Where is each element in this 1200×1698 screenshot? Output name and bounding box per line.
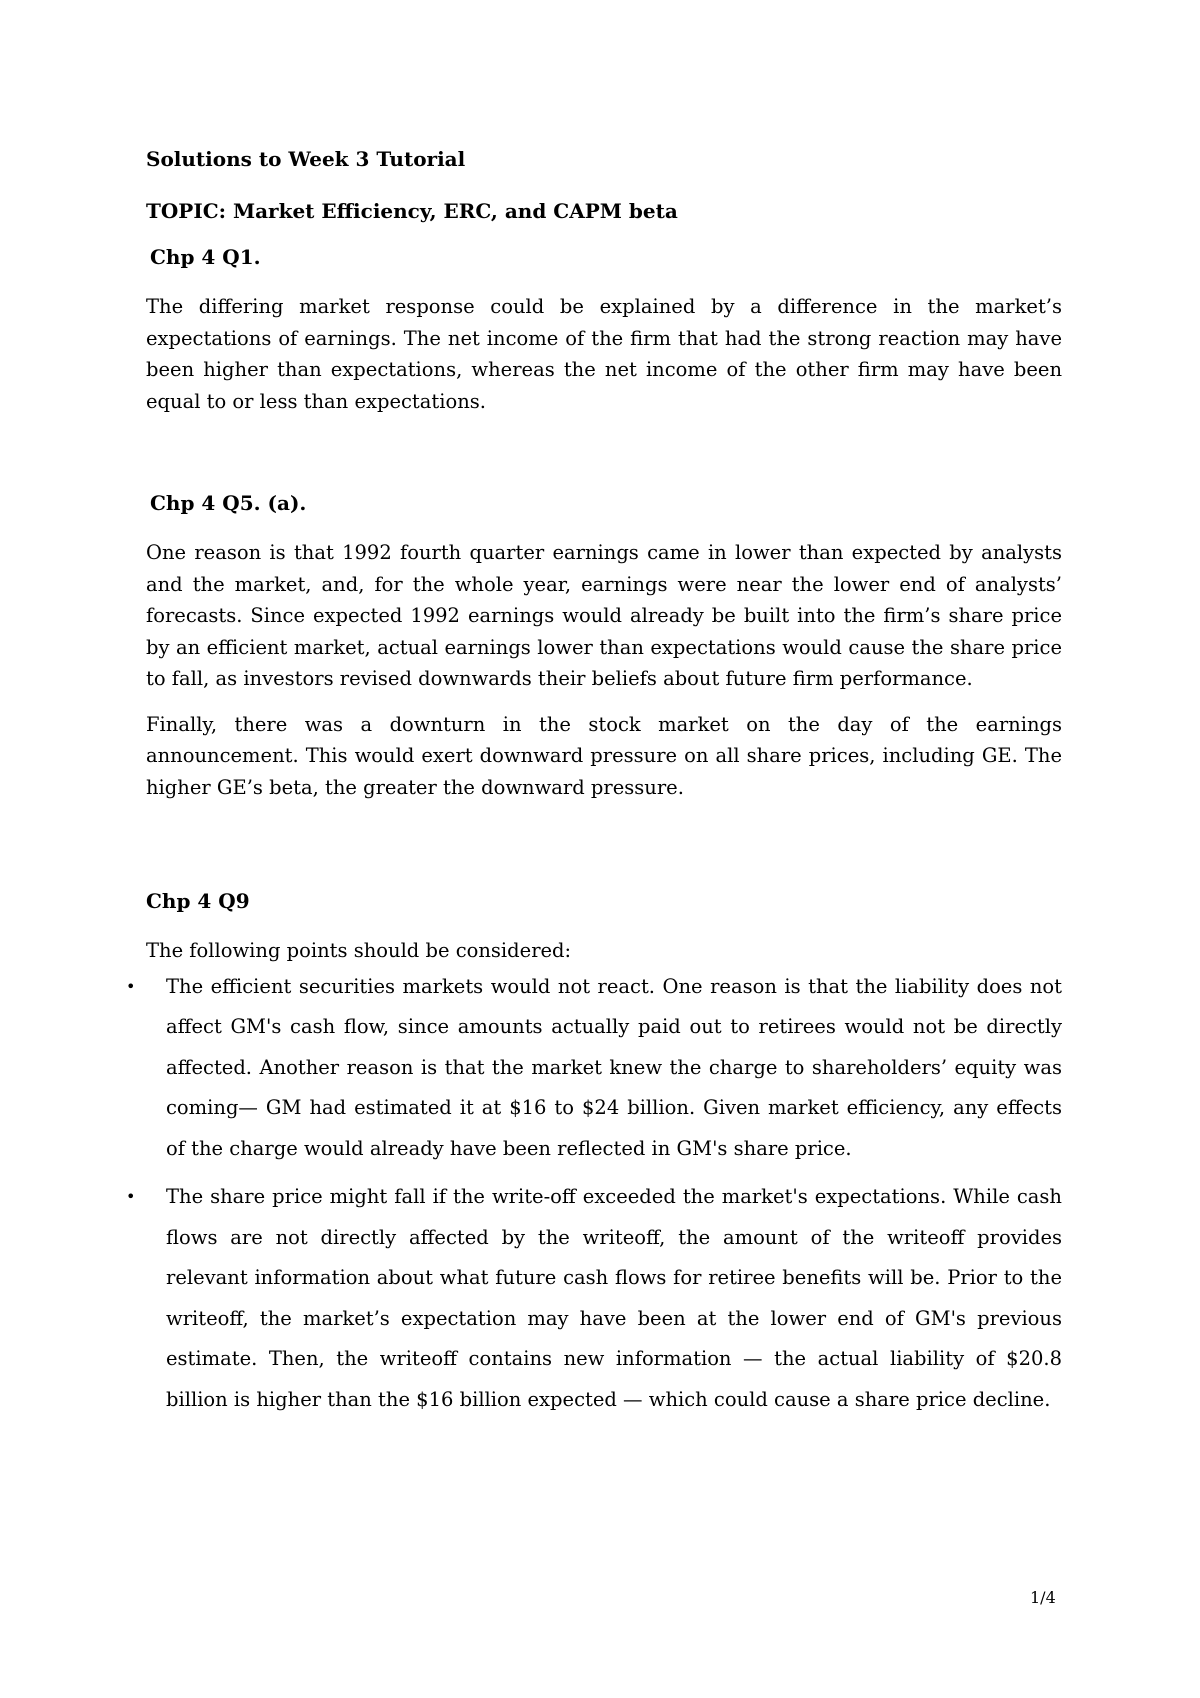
- q5-paragraph-2: Finally, there was a downturn in the stock market on the day of the earnings announcement. This would exert downward pressure on all share prices, including GE. The higher GE’s beta, the greater the downward pressure.: [146, 712, 1062, 799]
- page-content: [126, 145, 1062, 1428]
- q9-bullet-2-text: The share price might fall if the write-off exceeded the market's expectations. While cash flows are not directly affected by the writeoff, the amount of the writeoff provides relevant information about what future cash flows for retiree benefits will be. Prior to the writeoff, the market’s expectation may have been at the lower end of GM's previous estimate. Then, the writeoff contains new information — the actual liability of $20.8 billion is higher than the $16 billion expected — which could cause a share price decline.: [166, 1185, 1062, 1411]
- question-chp4-q5: [146, 489, 1062, 803]
- list-item: [126, 1177, 1062, 1420]
- question-heading-q9: Chp 4 Q9: [146, 889, 250, 913]
- spacer: [146, 431, 1062, 489]
- list-item: [126, 967, 1062, 1170]
- spacer: [146, 817, 1062, 887]
- question-heading-q5: Chp 4 Q5. (a).: [150, 491, 307, 515]
- q1-paragraph-1: The differing market response could be explained by a difference in the market’s expectations of earnings. The net income of the firm that had the strong reaction may have been higher than expectations, whereas the net income of the other firm may have been equal to or less than expectations.: [146, 295, 1062, 413]
- document-title: Solutions to Week 3 Tutorial: [146, 147, 466, 171]
- q9-bullet-1-text: The efficient securities markets would not react. One reason is that the liability does not affect GM's cash flow, since amounts actually paid out to retirees would not be directly affected. Another reason is that the market knew the charge to shareholders’ equity was coming— GM had estimated it at $16 to $24 billion. Given market efficiency, any effects of the charge would already have been reflected in GM's share price.: [166, 974, 1062, 1160]
- q9-intro: The following points should be considered:: [146, 939, 572, 962]
- q9-bullet-list: [126, 967, 1062, 1421]
- bullet-icon: •: [126, 1187, 136, 1206]
- question-heading-q1: Chp 4 Q1.: [150, 245, 261, 269]
- topic-line: TOPIC: Market Efficiency, ERC, and CAPM beta: [146, 199, 678, 223]
- bullet-icon: •: [126, 976, 136, 996]
- q5-paragraph-1: One reason is that 1992 fourth quarter earnings came in lower than expected by analysts and the market, and, for the whole year, earnings were near the lower end of analysts’ forecasts. Since expected 1992 earnings would already be built into the firm’s share price by an efficient market, actual earnings lower than expectations would cause the share price to fall, as investors revised downwards their beliefs about future firm performance.: [146, 541, 1062, 690]
- page-number: 1/4: [1030, 1588, 1056, 1607]
- question-chp4-q9: [126, 887, 1062, 1420]
- question-chp4-q1: [146, 243, 1062, 417]
